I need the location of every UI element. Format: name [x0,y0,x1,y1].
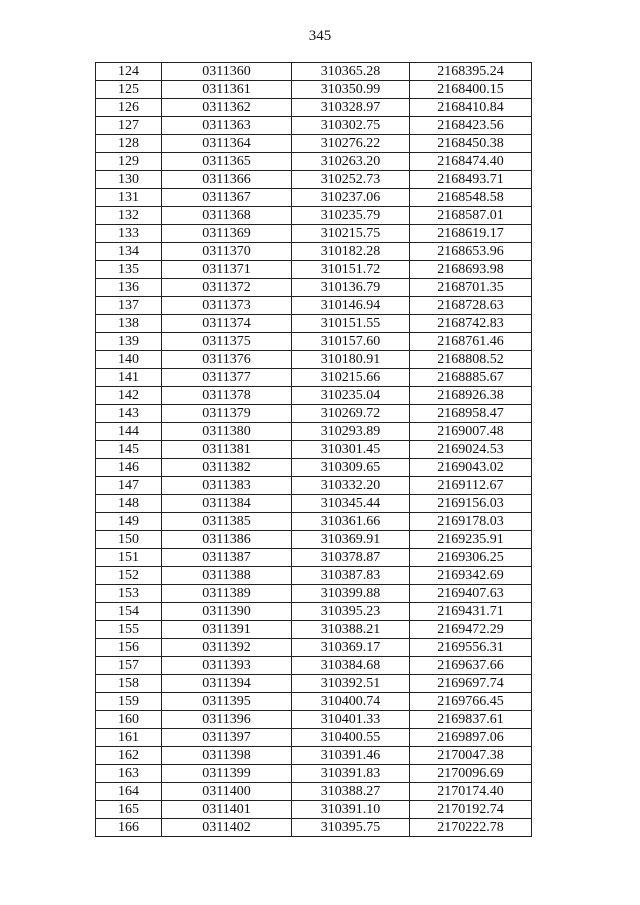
y-coordinate-cell: 2169156.03 [410,495,532,513]
row-number-cell: 148 [96,495,162,513]
row-number-cell: 137 [96,297,162,315]
row-number-cell: 129 [96,153,162,171]
table-row [96,531,532,549]
point-id-cell: 0311366 [162,171,292,189]
coordinates-table [95,62,532,837]
row-number-cell: 161 [96,729,162,747]
x-coordinate-cell: 310151.72 [292,261,410,279]
point-id-cell: 0311374 [162,315,292,333]
point-id-cell: 0311387 [162,549,292,567]
table-row [96,135,532,153]
point-id-cell: 0311363 [162,117,292,135]
x-coordinate-cell: 310180.91 [292,351,410,369]
table-row [96,819,532,837]
point-id-cell: 0311396 [162,711,292,729]
table-row [96,801,532,819]
table-row [96,225,532,243]
table-row [96,405,532,423]
point-id-cell: 0311376 [162,351,292,369]
point-id-cell: 0311362 [162,99,292,117]
row-number-cell: 163 [96,765,162,783]
row-number-cell: 143 [96,405,162,423]
row-number-cell: 141 [96,369,162,387]
x-coordinate-cell: 310345.44 [292,495,410,513]
table-row [96,117,532,135]
table-row [96,459,532,477]
y-coordinate-cell: 2168493.71 [410,171,532,189]
table-row [96,765,532,783]
x-coordinate-cell: 310215.75 [292,225,410,243]
row-number-cell: 144 [96,423,162,441]
row-number-cell: 135 [96,261,162,279]
point-id-cell: 0311394 [162,675,292,693]
row-number-cell: 152 [96,567,162,585]
row-number-cell: 164 [96,783,162,801]
y-coordinate-cell: 2168701.35 [410,279,532,297]
point-id-cell: 0311391 [162,621,292,639]
x-coordinate-cell: 310146.94 [292,297,410,315]
table-row [96,171,532,189]
row-number-cell: 130 [96,171,162,189]
x-coordinate-cell: 310269.72 [292,405,410,423]
table-row [96,207,532,225]
y-coordinate-cell: 2168587.01 [410,207,532,225]
y-coordinate-cell: 2168761.46 [410,333,532,351]
y-coordinate-cell: 2169178.03 [410,513,532,531]
table-row [96,675,532,693]
row-number-cell: 124 [96,63,162,81]
y-coordinate-cell: 2169007.48 [410,423,532,441]
y-coordinate-cell: 2168423.56 [410,117,532,135]
table-row [96,621,532,639]
y-coordinate-cell: 2168410.84 [410,99,532,117]
x-coordinate-cell: 310400.74 [292,693,410,711]
point-id-cell: 0311381 [162,441,292,459]
y-coordinate-cell: 2168693.98 [410,261,532,279]
point-id-cell: 0311369 [162,225,292,243]
x-coordinate-cell: 310151.55 [292,315,410,333]
y-coordinate-cell: 2169342.69 [410,567,532,585]
table-row [96,279,532,297]
point-id-cell: 0311365 [162,153,292,171]
point-id-cell: 0311380 [162,423,292,441]
table-row [96,477,532,495]
row-number-cell: 126 [96,99,162,117]
row-number-cell: 140 [96,351,162,369]
point-id-cell: 0311399 [162,765,292,783]
y-coordinate-cell: 2169407.63 [410,585,532,603]
table-row [96,639,532,657]
x-coordinate-cell: 310157.60 [292,333,410,351]
row-number-cell: 156 [96,639,162,657]
y-coordinate-cell: 2170047.38 [410,747,532,765]
y-coordinate-cell: 2169043.02 [410,459,532,477]
table-row [96,315,532,333]
point-id-cell: 0311378 [162,387,292,405]
x-coordinate-cell: 310378.87 [292,549,410,567]
y-coordinate-cell: 2168885.67 [410,369,532,387]
point-id-cell: 0311373 [162,297,292,315]
point-id-cell: 0311367 [162,189,292,207]
x-coordinate-cell: 310361.66 [292,513,410,531]
point-id-cell: 0311372 [162,279,292,297]
x-coordinate-cell: 310369.17 [292,639,410,657]
x-coordinate-cell: 310276.22 [292,135,410,153]
y-coordinate-cell: 2169431.71 [410,603,532,621]
row-number-cell: 146 [96,459,162,477]
table-row [96,369,532,387]
row-number-cell: 157 [96,657,162,675]
table-row [96,243,532,261]
point-id-cell: 0311377 [162,369,292,387]
point-id-cell: 0311364 [162,135,292,153]
y-coordinate-cell: 2168450.38 [410,135,532,153]
table-row [96,549,532,567]
y-coordinate-cell: 2168548.58 [410,189,532,207]
row-number-cell: 145 [96,441,162,459]
row-number-cell: 153 [96,585,162,603]
table-row [96,81,532,99]
row-number-cell: 166 [96,819,162,837]
x-coordinate-cell: 310365.28 [292,63,410,81]
y-coordinate-cell: 2168619.17 [410,225,532,243]
table-row [96,99,532,117]
x-coordinate-cell: 310391.83 [292,765,410,783]
x-coordinate-cell: 310388.27 [292,783,410,801]
x-coordinate-cell: 310252.73 [292,171,410,189]
point-id-cell: 0311402 [162,819,292,837]
y-coordinate-cell: 2169235.91 [410,531,532,549]
y-coordinate-cell: 2169897.06 [410,729,532,747]
point-id-cell: 0311386 [162,531,292,549]
table-row [96,333,532,351]
table-row [96,603,532,621]
table-row [96,729,532,747]
point-id-cell: 0311384 [162,495,292,513]
table-row [96,261,532,279]
x-coordinate-cell: 310395.23 [292,603,410,621]
point-id-cell: 0311401 [162,801,292,819]
y-coordinate-cell: 2170096.69 [410,765,532,783]
row-number-cell: 151 [96,549,162,567]
y-coordinate-cell: 2169837.61 [410,711,532,729]
table-row [96,423,532,441]
row-number-cell: 127 [96,117,162,135]
row-number-cell: 125 [96,81,162,99]
x-coordinate-cell: 310263.20 [292,153,410,171]
y-coordinate-cell: 2169112.67 [410,477,532,495]
y-coordinate-cell: 2170192.74 [410,801,532,819]
point-id-cell: 0311368 [162,207,292,225]
x-coordinate-cell: 310369.91 [292,531,410,549]
y-coordinate-cell: 2168653.96 [410,243,532,261]
y-coordinate-cell: 2170222.78 [410,819,532,837]
y-coordinate-cell: 2169637.66 [410,657,532,675]
point-id-cell: 0311360 [162,63,292,81]
y-coordinate-cell: 2168474.40 [410,153,532,171]
x-coordinate-cell: 310302.75 [292,117,410,135]
table-row [96,297,532,315]
point-id-cell: 0311382 [162,459,292,477]
y-coordinate-cell: 2169472.29 [410,621,532,639]
row-number-cell: 139 [96,333,162,351]
x-coordinate-cell: 310215.66 [292,369,410,387]
x-coordinate-cell: 310384.68 [292,657,410,675]
x-coordinate-cell: 310309.65 [292,459,410,477]
point-id-cell: 0311383 [162,477,292,495]
y-coordinate-cell: 2169697.74 [410,675,532,693]
y-coordinate-cell: 2168400.15 [410,81,532,99]
y-coordinate-cell: 2168395.24 [410,63,532,81]
row-number-cell: 160 [96,711,162,729]
point-id-cell: 0311395 [162,693,292,711]
point-id-cell: 0311371 [162,261,292,279]
coordinates-table-body [96,63,532,837]
row-number-cell: 154 [96,603,162,621]
row-number-cell: 138 [96,315,162,333]
x-coordinate-cell: 310235.79 [292,207,410,225]
table-row [96,189,532,207]
row-number-cell: 159 [96,693,162,711]
row-number-cell: 165 [96,801,162,819]
point-id-cell: 0311379 [162,405,292,423]
table-row [96,495,532,513]
point-id-cell: 0311390 [162,603,292,621]
y-coordinate-cell: 2168808.52 [410,351,532,369]
point-id-cell: 0311397 [162,729,292,747]
x-coordinate-cell: 310400.55 [292,729,410,747]
row-number-cell: 149 [96,513,162,531]
x-coordinate-cell: 310392.51 [292,675,410,693]
table-row [96,441,532,459]
row-number-cell: 158 [96,675,162,693]
x-coordinate-cell: 310350.99 [292,81,410,99]
point-id-cell: 0311392 [162,639,292,657]
page-number: 345 [308,28,332,44]
y-coordinate-cell: 2170174.40 [410,783,532,801]
row-number-cell: 162 [96,747,162,765]
point-id-cell: 0311375 [162,333,292,351]
point-id-cell: 0311388 [162,567,292,585]
row-number-cell: 155 [96,621,162,639]
row-number-cell: 147 [96,477,162,495]
x-coordinate-cell: 310388.21 [292,621,410,639]
x-coordinate-cell: 310387.83 [292,567,410,585]
row-number-cell: 128 [96,135,162,153]
table-row [96,63,532,81]
row-number-cell: 133 [96,225,162,243]
row-number-cell: 150 [96,531,162,549]
table-row [96,387,532,405]
x-coordinate-cell: 310395.75 [292,819,410,837]
row-number-cell: 132 [96,207,162,225]
x-coordinate-cell: 310391.10 [292,801,410,819]
table-row [96,153,532,171]
table-row [96,711,532,729]
x-coordinate-cell: 310301.45 [292,441,410,459]
row-number-cell: 134 [96,243,162,261]
x-coordinate-cell: 310391.46 [292,747,410,765]
y-coordinate-cell: 2168742.83 [410,315,532,333]
table-row [96,351,532,369]
table-row [96,693,532,711]
y-coordinate-cell: 2169556.31 [410,639,532,657]
point-id-cell: 0311389 [162,585,292,603]
x-coordinate-cell: 310328.97 [292,99,410,117]
point-id-cell: 0311361 [162,81,292,99]
point-id-cell: 0311400 [162,783,292,801]
x-coordinate-cell: 310237.06 [292,189,410,207]
x-coordinate-cell: 310293.89 [292,423,410,441]
y-coordinate-cell: 2169024.53 [410,441,532,459]
point-id-cell: 0311370 [162,243,292,261]
table-row [96,783,532,801]
y-coordinate-cell: 2168728.63 [410,297,532,315]
x-coordinate-cell: 310399.88 [292,585,410,603]
y-coordinate-cell: 2169306.25 [410,549,532,567]
y-coordinate-cell: 2168958.47 [410,405,532,423]
x-coordinate-cell: 310136.79 [292,279,410,297]
x-coordinate-cell: 310401.33 [292,711,410,729]
row-number-cell: 136 [96,279,162,297]
row-number-cell: 131 [96,189,162,207]
point-id-cell: 0311393 [162,657,292,675]
table-row [96,513,532,531]
y-coordinate-cell: 2168926.38 [410,387,532,405]
table-row [96,567,532,585]
y-coordinate-cell: 2169766.45 [410,693,532,711]
table-row [96,657,532,675]
x-coordinate-cell: 310235.04 [292,387,410,405]
table-row [96,747,532,765]
x-coordinate-cell: 310182.28 [292,243,410,261]
x-coordinate-cell: 310332.20 [292,477,410,495]
point-id-cell: 0311385 [162,513,292,531]
point-id-cell: 0311398 [162,747,292,765]
row-number-cell: 142 [96,387,162,405]
table-row [96,585,532,603]
